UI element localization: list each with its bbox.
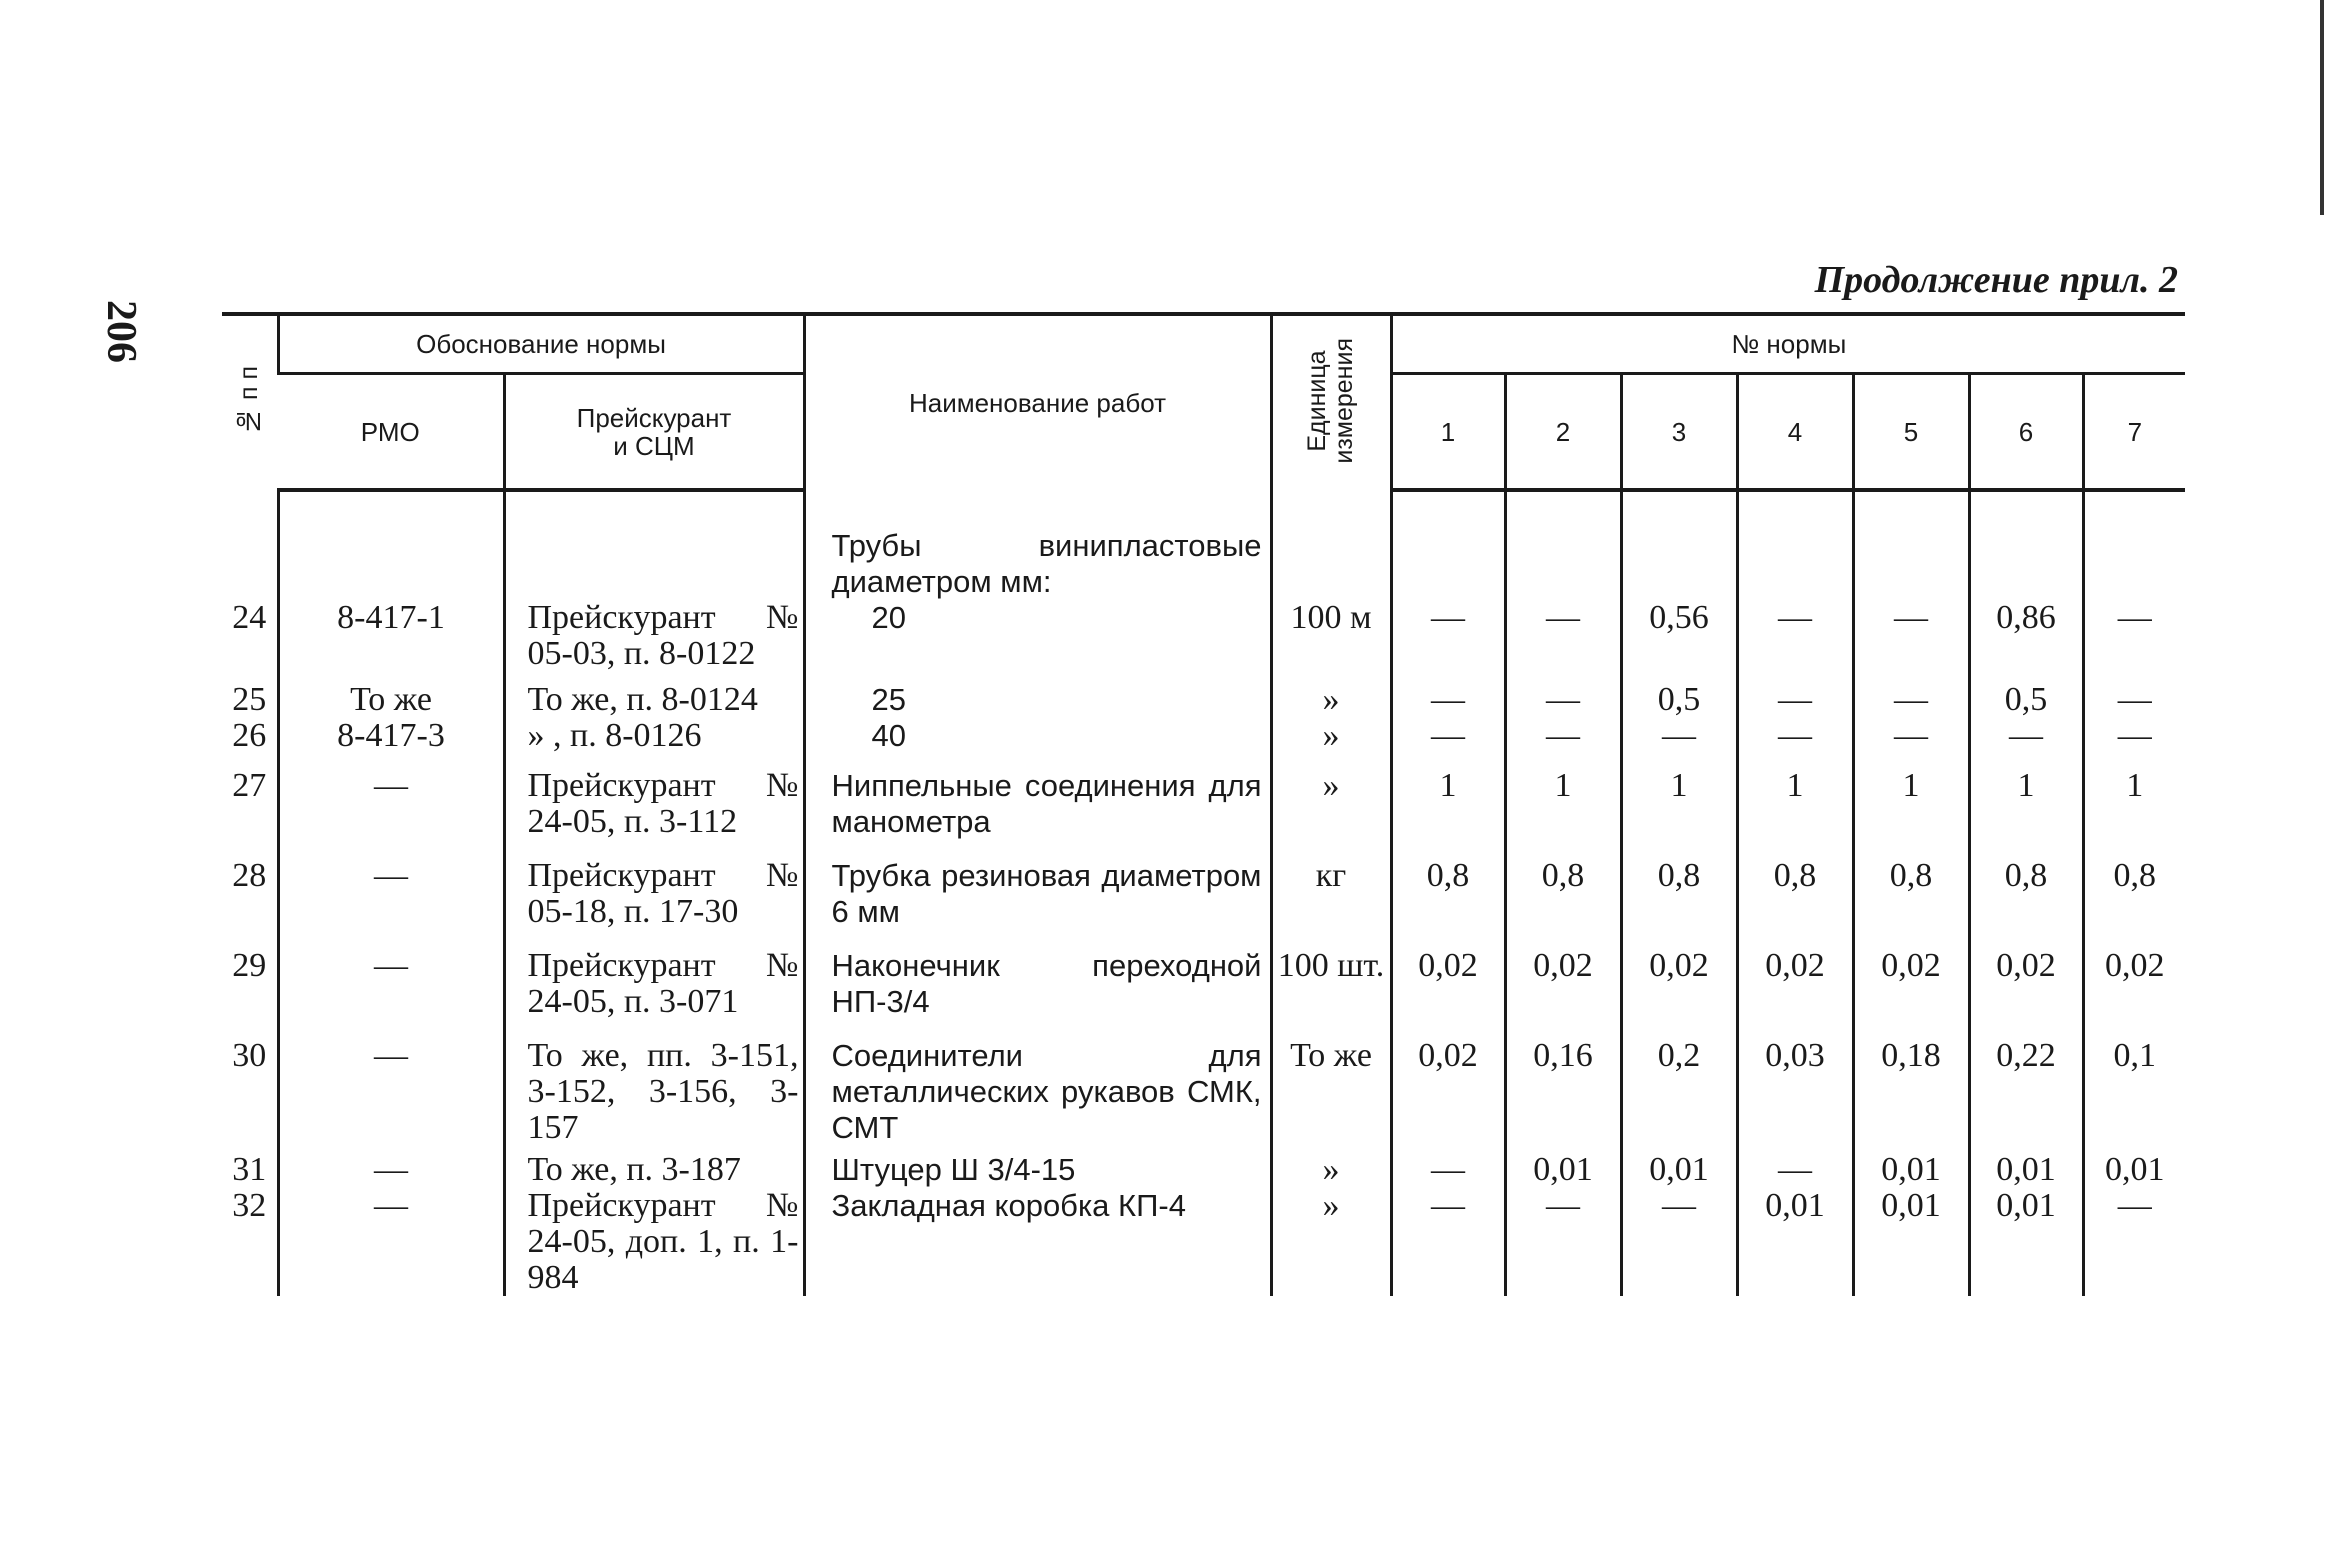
norm-cell-1: — <box>1391 1188 1505 1296</box>
norm-cell-4: 0,8 <box>1737 858 1853 948</box>
norm-cell-1: 0,8 <box>1391 858 1505 948</box>
price-cell: Прейскурант № 05-03, п. 8-0122 <box>504 600 804 682</box>
norm-cell-3: 0,01 <box>1621 1152 1737 1188</box>
norm-cell-1: 1 <box>1391 768 1505 858</box>
header-no-label: № п п <box>234 366 263 435</box>
norm-cell-7: — <box>2083 682 2185 718</box>
norm-cell-5: 0,01 <box>1853 1152 1969 1188</box>
unit-cell: 100 м <box>1271 600 1391 682</box>
norm-cell-6: 1 <box>1969 768 2083 858</box>
row-number: 30 <box>232 1037 267 1074</box>
table-row <box>222 858 2185 948</box>
price-cell: То же, пп. 3-151, 3-152, 3-156, 3-157 <box>504 1038 804 1152</box>
norm-cell-7: — <box>2083 1188 2185 1296</box>
norm-cell-2: — <box>1505 1188 1621 1296</box>
norm-cell-2: 0,02 <box>1505 948 1621 1038</box>
norm-cell-5: — <box>1853 682 1969 718</box>
price-cell: То же, п. 8-0124 <box>504 682 804 718</box>
price-cell: Прейскурант № 24-05, п. 3-112 <box>504 768 804 858</box>
work-name-cell: 40 <box>804 718 1271 768</box>
price-cell: То же, п. 3-187 <box>504 1152 804 1188</box>
header-rmo: РМО <box>278 374 504 491</box>
norm-cell-5: 1 <box>1853 768 1969 858</box>
norm-cell-2: 1 <box>1505 768 1621 858</box>
continuation-caption: Продолжение прил. 2 <box>1814 259 2178 301</box>
norm-cell-2: — <box>1505 682 1621 718</box>
header-norm-group: № нормы <box>1391 314 2185 374</box>
norm-cell-4: — <box>1737 1152 1853 1188</box>
table-row <box>222 1188 2185 1296</box>
header-norm-6: 6 <box>1969 374 2083 491</box>
rmo-cell: — <box>278 1152 504 1188</box>
norm-cell-5: — <box>1853 718 1969 768</box>
norm-cell-6: — <box>1969 718 2083 768</box>
row-number: 26 <box>232 717 267 754</box>
norm-cell-3: 1 <box>1621 768 1737 858</box>
norm-cell-7: 0,8 <box>2083 858 2185 948</box>
unit-cell: 100 шт. <box>1271 948 1391 1038</box>
row-number: 24 <box>232 599 267 636</box>
norm-cell-1: — <box>1391 682 1505 718</box>
header-norm-5: 5 <box>1853 374 1969 491</box>
rmo-cell: — <box>278 948 504 1038</box>
work-name-cell: 25 <box>804 682 1271 718</box>
norm-cell-5: 0,01 <box>1853 1188 1969 1296</box>
table-row <box>222 948 2185 1038</box>
norm-cell-4: 0,01 <box>1737 1188 1853 1296</box>
table-row <box>222 768 2185 858</box>
row-number: 31 <box>232 1151 267 1188</box>
norm-cell-6: 0,8 <box>1969 858 2083 948</box>
row-number: 27 <box>232 767 267 804</box>
norm-cell-2: 0,8 <box>1505 858 1621 948</box>
norm-cell-5: 0,18 <box>1853 1038 1969 1152</box>
norm-cell-1: — <box>1391 600 1505 682</box>
norm-cell-1: 0,02 <box>1391 1038 1505 1152</box>
rmo-cell: — <box>278 1038 504 1152</box>
norm-cell-3: 0,02 <box>1621 948 1737 1038</box>
header-work: Наименование работ <box>804 314 1271 490</box>
norm-cell-5: 0,02 <box>1853 948 1969 1038</box>
work-name-cell: 20 <box>804 600 1271 682</box>
table-row <box>222 600 2185 682</box>
page-number: 206 <box>98 300 144 363</box>
norm-cell-2: — <box>1505 600 1621 682</box>
row-number: 32 <box>232 1187 267 1224</box>
page-edge-line <box>2320 0 2324 215</box>
norm-cell-7: — <box>2083 600 2185 682</box>
norm-cell-6: 0,01 <box>1969 1152 2083 1188</box>
row-number: 29 <box>232 947 267 984</box>
header-norm-3: 3 <box>1621 374 1737 491</box>
norm-cell-4: 0,02 <box>1737 948 1853 1038</box>
table-row <box>222 718 2185 768</box>
norm-cell-3: 0,8 <box>1621 858 1737 948</box>
norm-cell-7: 1 <box>2083 768 2185 858</box>
norm-cell-5: 0,8 <box>1853 858 1969 948</box>
work-name-cell: Соединители для металлических рукавов СМК, СМТ <box>804 1038 1271 1152</box>
row-number: 28 <box>232 857 267 894</box>
work-name-cell: Штуцер Ш 3/4-15 <box>804 1152 1271 1188</box>
table-row <box>222 1152 2185 1188</box>
norm-cell-1: — <box>1391 1152 1505 1188</box>
norm-cell-7: 0,1 <box>2083 1038 2185 1152</box>
norm-cell-3: 0,2 <box>1621 1038 1737 1152</box>
norm-cell-6: 0,02 <box>1969 948 2083 1038</box>
price-cell: Прейскурант № 24-05, доп. 1, п. 1-984 <box>504 1188 804 1296</box>
header-norm-2: 2 <box>1505 374 1621 491</box>
norm-cell-4: 0,03 <box>1737 1038 1853 1152</box>
norm-cell-7: 0,02 <box>2083 948 2185 1038</box>
rmo-cell: — <box>278 1188 504 1296</box>
rmo-cell: 8-417-3 <box>278 718 504 768</box>
norm-cell-4: 1 <box>1737 768 1853 858</box>
norm-cell-4: — <box>1737 600 1853 682</box>
header-norm-7: 7 <box>2083 374 2185 491</box>
work-name-cell: Трубка резиновая диаметром 6 мм <box>804 858 1271 948</box>
header-unit <box>1271 314 1391 490</box>
norm-cell-3: — <box>1621 718 1737 768</box>
norm-cell-1: 0,02 <box>1391 948 1505 1038</box>
norm-cell-6: 0,86 <box>1969 600 2083 682</box>
work-name-cell: Наконечник переходной НП-3/4 <box>804 948 1271 1038</box>
norm-cell-4: — <box>1737 682 1853 718</box>
norm-cell-7: — <box>2083 718 2185 768</box>
rmo-cell: То же <box>278 682 504 718</box>
norm-cell-3: — <box>1621 1188 1737 1296</box>
rmo-cell: 8-417-1 <box>278 600 504 682</box>
rmo-cell: — <box>278 858 504 948</box>
norm-cell-3: 0,5 <box>1621 682 1737 718</box>
price-cell: Прейскурант № 24-05, п. 3-071 <box>504 948 804 1038</box>
norm-cell-1: — <box>1391 718 1505 768</box>
rmo-cell: — <box>278 768 504 858</box>
norm-cell-2: 0,01 <box>1505 1152 1621 1188</box>
work-name-cell: Ниппельные соединения для манометра <box>804 768 1271 858</box>
unit-cell: » <box>1271 768 1391 858</box>
header-basis-group: Обоснование нормы <box>278 314 804 374</box>
header-norm-4: 4 <box>1737 374 1853 491</box>
section-row <box>222 490 2185 600</box>
norm-cell-6: 0,01 <box>1969 1188 2083 1296</box>
table-row <box>222 682 2185 718</box>
unit-cell: » <box>1271 1188 1391 1296</box>
norm-cell-5: — <box>1853 600 1969 682</box>
header-unit-label: Единица измерения <box>1303 337 1358 464</box>
unit-cell: кг <box>1271 858 1391 948</box>
header-norm-1: 1 <box>1391 374 1505 491</box>
price-cell: Прейскурант № 05-18, п. 17-30 <box>504 858 804 948</box>
header-no <box>222 314 278 490</box>
table-row <box>222 1038 2185 1152</box>
unit-cell: » <box>1271 1152 1391 1188</box>
unit-cell: » <box>1271 718 1391 768</box>
norm-cell-2: — <box>1505 718 1621 768</box>
norm-cell-3: 0,56 <box>1621 600 1737 682</box>
price-cell: » , п. 8-0126 <box>504 718 804 768</box>
header-price: Прейскурант и СЦМ <box>504 374 804 491</box>
norm-cell-2: 0,16 <box>1505 1038 1621 1152</box>
unit-cell: То же <box>1271 1038 1391 1152</box>
norms-table <box>222 312 2185 1296</box>
norm-cell-7: 0,01 <box>2083 1152 2185 1188</box>
unit-cell: » <box>1271 682 1391 718</box>
row-number: 25 <box>232 681 267 718</box>
section-title: Трубы винипластовые диаметром мм: <box>804 490 1271 600</box>
norm-cell-6: 0,5 <box>1969 682 2083 718</box>
norm-cell-6: 0,22 <box>1969 1038 2083 1152</box>
table-body <box>222 490 2185 1296</box>
work-name-cell: Закладная коробка КП-4 <box>804 1188 1271 1296</box>
norm-cell-4: — <box>1737 718 1853 768</box>
